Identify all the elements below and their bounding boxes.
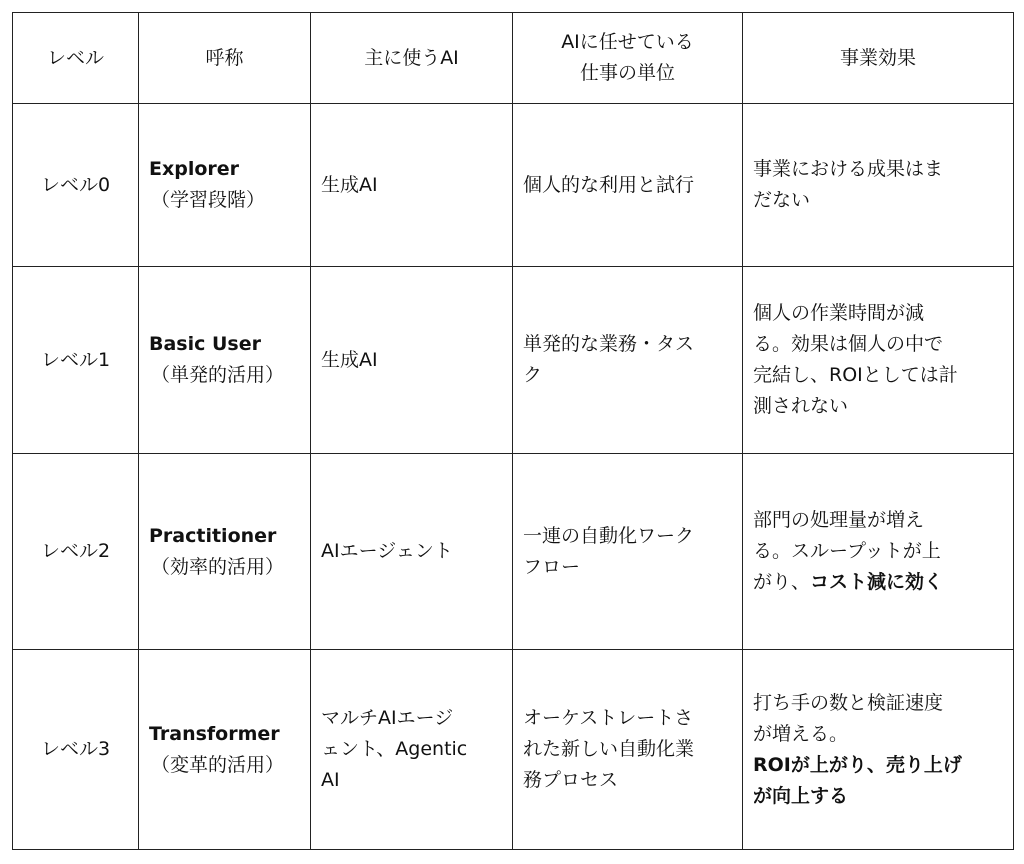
level-cell: レベル1	[13, 267, 139, 454]
name-cell	[139, 454, 311, 650]
effect-emphasis: ROIが上がり、売り上げ	[753, 753, 962, 776]
unit-cell: 個人的な利用と試行	[513, 104, 743, 267]
effect-line: 部門の処理量が増え	[753, 509, 925, 531]
effect-line: 打ち手の数と検証速度	[753, 691, 944, 714]
unit-line: フロー	[523, 555, 581, 578]
effect-line: る。効果は個人の中で	[753, 333, 944, 355]
name-cell	[139, 104, 311, 267]
effect-line: がり、	[753, 571, 811, 593]
effect-line: 完結し、ROIとしては計	[753, 364, 958, 386]
effect-line: る。スループットが上	[753, 540, 941, 562]
header-unit	[513, 13, 743, 104]
effect-line: 測されない	[753, 395, 849, 417]
ai-line: ェント、Agentic	[321, 738, 468, 760]
header-unit-line2: 仕事の単位	[579, 62, 675, 84]
ai-level-table	[12, 12, 1014, 850]
effect-cell	[743, 650, 1014, 850]
name-en: Basic User	[149, 333, 261, 355]
unit-line: れた新しい自動化業	[523, 738, 695, 760]
unit-line: オーケストレートさ	[523, 707, 694, 729]
ai-cell: 生成AI	[311, 104, 513, 267]
name-en: Explorer	[149, 158, 240, 180]
effect-cell	[743, 454, 1014, 650]
header-name: 呼称	[139, 13, 311, 104]
unit-cell	[513, 650, 743, 850]
effect-cell	[743, 267, 1014, 454]
header-unit-line1: AIに任せている	[561, 31, 694, 53]
ai-line: マルチAIエージ	[321, 707, 454, 729]
name-jp: （学習段階）	[151, 189, 266, 211]
ai-cell: AIエージェント	[311, 454, 513, 650]
table-row	[13, 267, 1014, 454]
effect-line: 個人の作業時間が減	[753, 302, 925, 324]
ai-cell: 生成AI	[311, 267, 513, 454]
name-jp: （単発的活用）	[151, 364, 285, 386]
unit-line: 一連の自動化ワーク	[523, 524, 695, 547]
unit-line: 単発的な業務・タス	[523, 333, 695, 355]
name-en: Practitioner	[149, 524, 277, 547]
table-row	[13, 104, 1014, 267]
table-row	[13, 650, 1014, 850]
header-effect: 事業効果	[743, 13, 1014, 104]
level-cell: レベル2	[13, 454, 139, 650]
unit-line: ク	[523, 364, 543, 386]
ai-cell	[311, 650, 513, 850]
name-cell	[139, 267, 311, 454]
header-level: レベル	[13, 13, 139, 104]
effect-emphasis: コスト減に効く	[810, 571, 944, 593]
name-cell	[139, 650, 311, 850]
effect-line: 事業における成果はま	[753, 158, 944, 180]
effect-line: だない	[753, 189, 811, 211]
effect-cell	[743, 104, 1014, 267]
unit-cell	[513, 454, 743, 650]
header-row	[13, 13, 1014, 104]
ai-line: AI	[321, 769, 340, 791]
unit-line: 務プロセス	[523, 769, 619, 791]
name-jp: （変革的活用）	[151, 753, 285, 776]
effect-emphasis: が向上する	[753, 784, 849, 807]
header-ai: 主に使うAI	[311, 13, 513, 104]
effect-line: が増える。	[753, 722, 849, 745]
name-jp: （効率的活用）	[151, 555, 285, 578]
name-en: Transformer	[149, 722, 280, 745]
level-cell: レベル0	[13, 104, 139, 267]
unit-cell	[513, 267, 743, 454]
level-cell: レベル3	[13, 650, 139, 850]
table-row	[13, 454, 1014, 650]
